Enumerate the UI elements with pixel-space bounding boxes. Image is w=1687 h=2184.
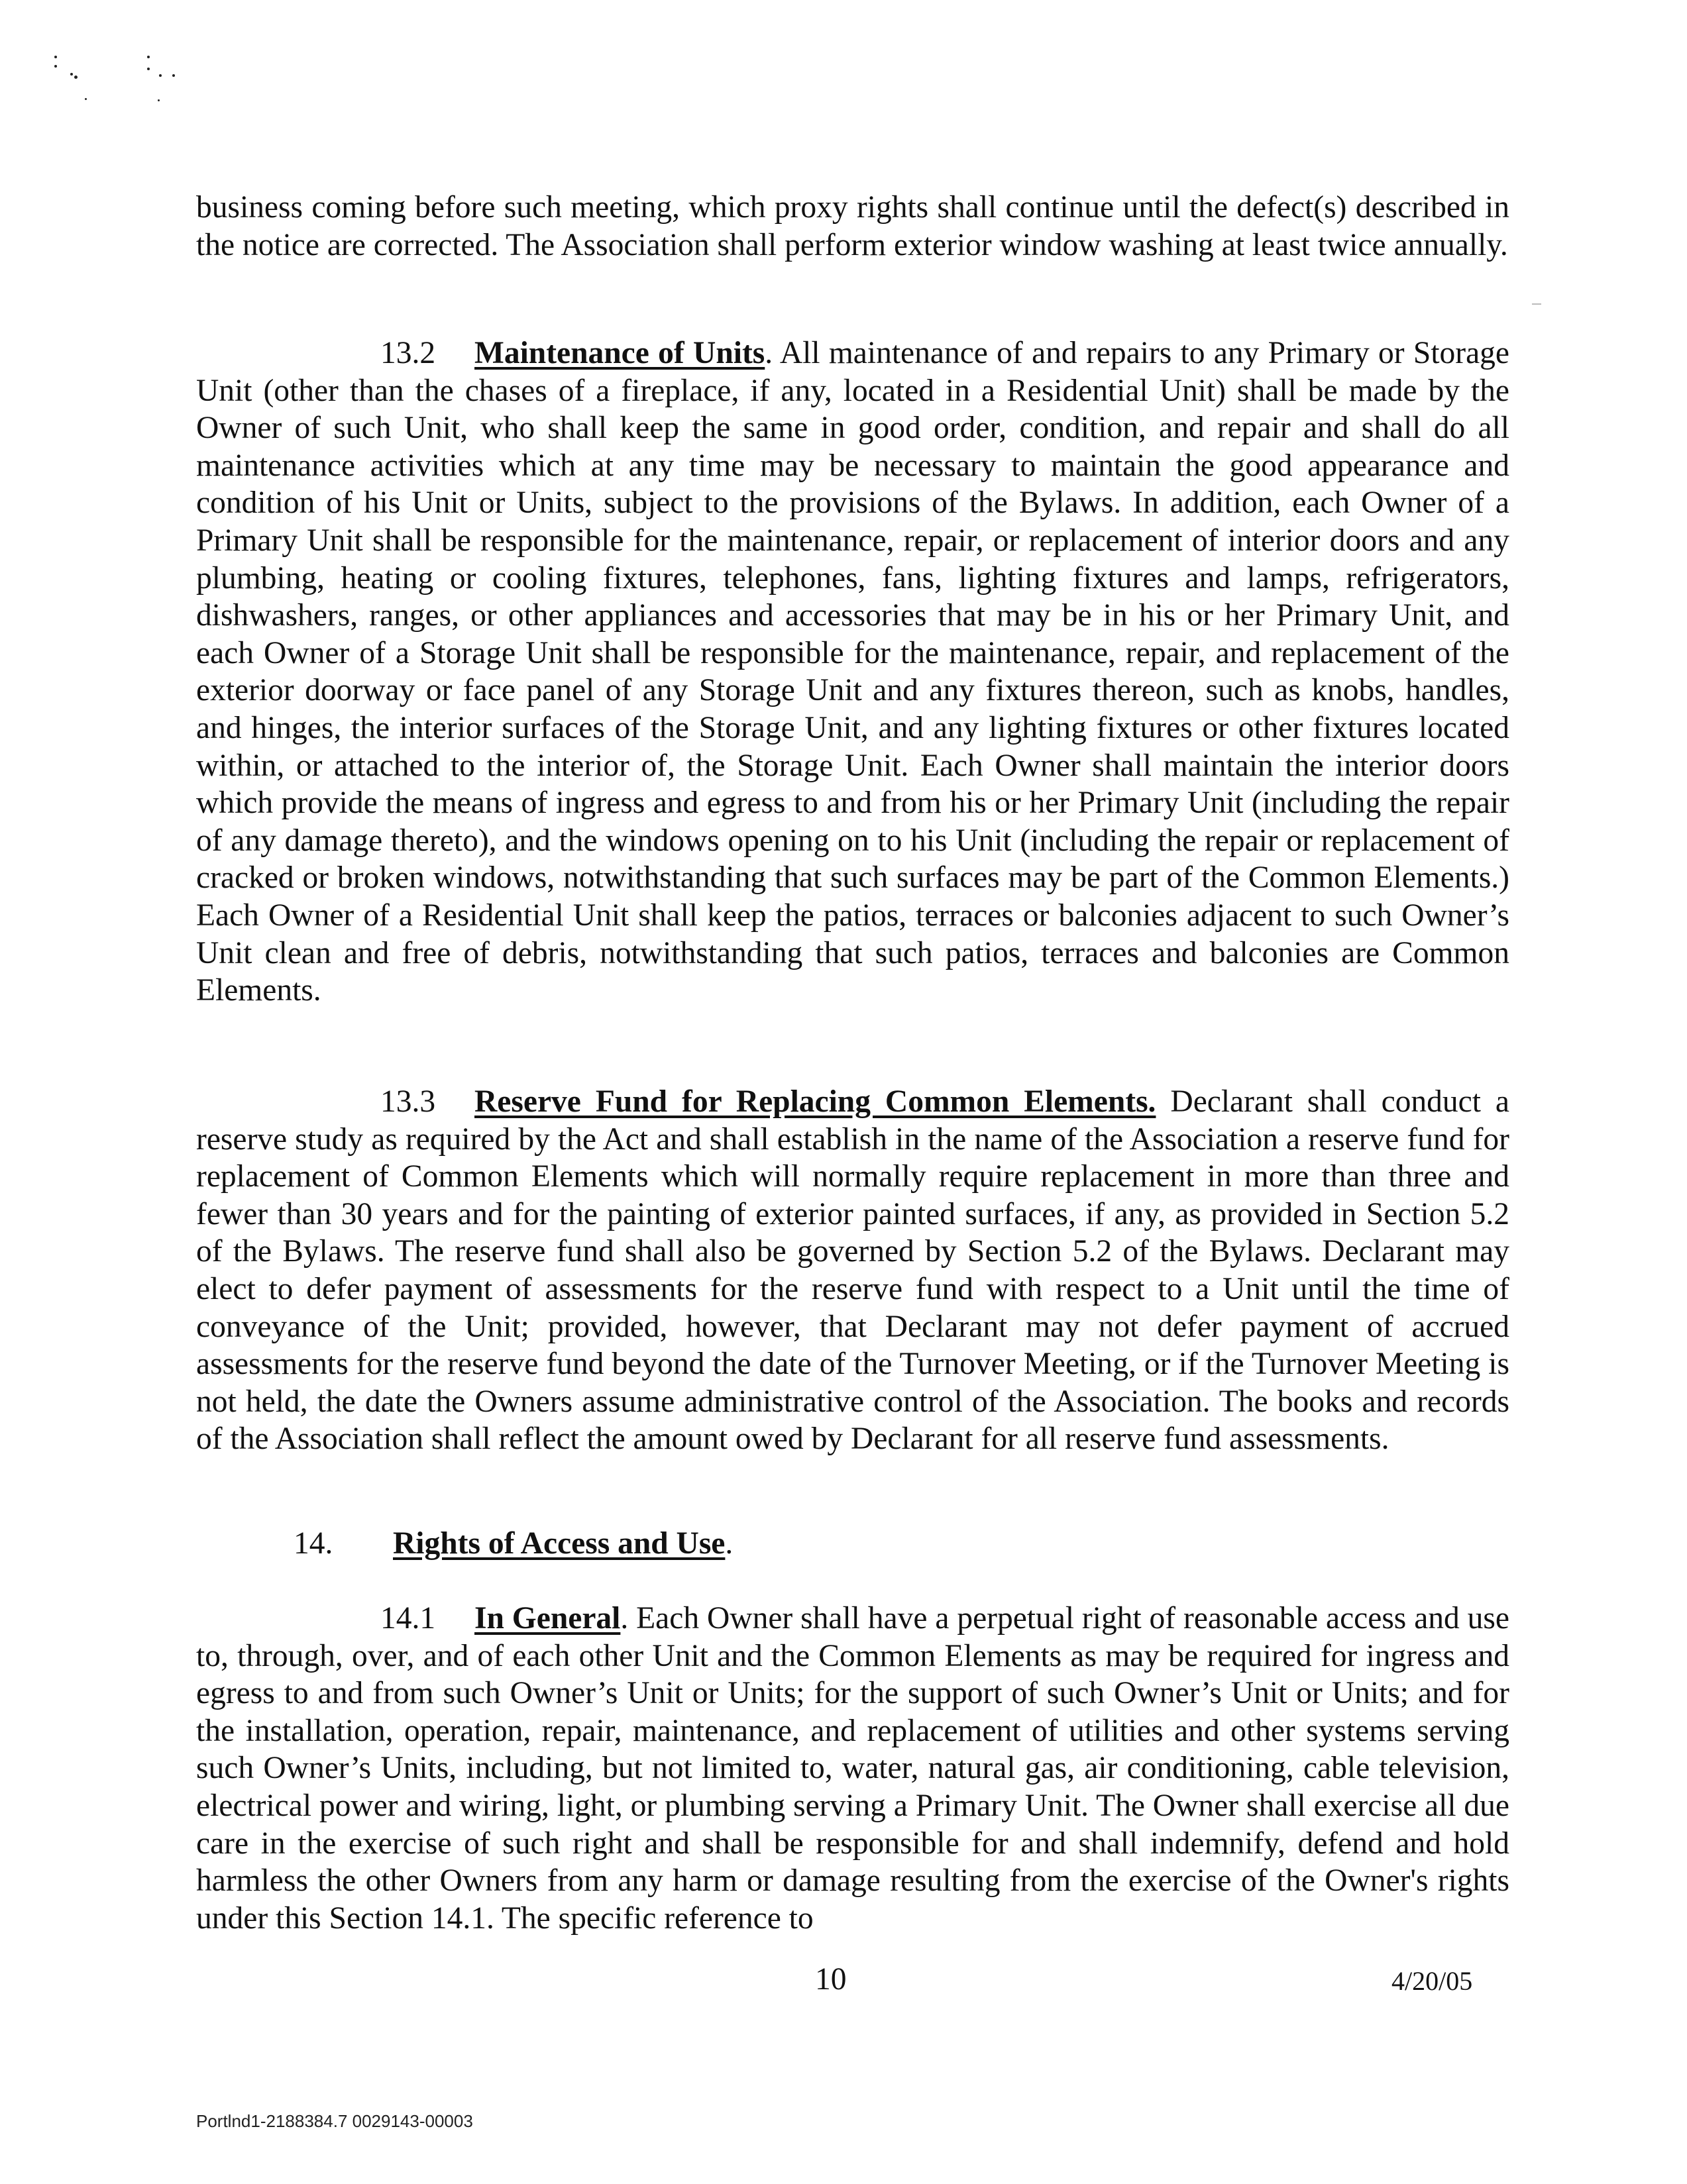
revision-date: 4/20/05: [1391, 1966, 1473, 1996]
section-number: 14.1: [380, 1601, 436, 1636]
scan-artifact-specks: [46, 46, 192, 113]
section-13-2: [196, 335, 1509, 1010]
section-heading-period: .: [725, 1526, 734, 1561]
section-number: 14.: [294, 1526, 333, 1561]
section-body: . Each Owner shall have a perpetual right of reasonable access and use to, through, over, and of each other Unit and the Common Elements as may be required for ingress and egress to and from such Owner’s Unit or Units; for the support of such Owner’s Unit or Units; and for the installation, operation, repair, maintenance, and replacement of utilities and other systems serving such Owner’s Units, including, but not limited to, water, natural gas, air conditioning, cable television, electrical power and wiring, light, or plumbing serving a Primary Unit. The Owner shall exercise all due care in the exercise of such right and shall be responsible for and shall indemnify, defend and hold harmless the other Owners from any harm or damage resulting from the exercise of the Owner's rights under this Section 14.1. The specific reference to: [196, 1601, 1510, 1936]
section-14-1: [196, 1600, 1509, 1937]
section-heading: Reserve Fund for Replacing Common Elements.: [474, 1084, 1156, 1119]
carryover-text: business coming before such meeting, which proxy rights shall continue until the defect(s) described in the notice are corrected. The Association shall perform exterior window washing at least twice annually.: [196, 190, 1509, 262]
section-number: 13.3: [380, 1084, 436, 1119]
scan-edge-mark: [1532, 303, 1541, 305]
carryover-paragraph: [196, 189, 1509, 264]
section-13-3: [196, 1083, 1509, 1458]
section-heading: In General: [474, 1601, 621, 1636]
section-heading: Rights of Access and Use: [393, 1526, 726, 1561]
page-number: 10: [815, 1962, 847, 1997]
section-body: . All maintenance of and repairs to any Primary or Storage Unit (other than the chases of a fireplace, if any, located in a Residential Unit) shall be made by the Owner of such Unit, who shall keep the same in good order, condition, and repair and shall do all maintenance activities which at any time may be necessary to maintain the good appearance and condition of his Unit or Units, subject to the provisions of the Bylaws. In addition, each Owner of a Primary Unit shall be responsible for the maintenance, repair, or replacement of interior doors and any plumbing, heating or cooling fixtures, telephones, fans, lighting fixtures and lamps, refrigerators, dishwashers, ranges, or other appliances and accessories that may be in his or her Primary Unit, and each Owner of a Storage Unit shall be responsible for the maintenance, repair, and replacement of the exterior doorway or face panel of any Storage Unit and any fixtures thereon, such as knobs, handles, and hinges, the interior surfaces of the Storage Unit, and any lighting fixtures or other fixtures located within, or attached to the interior of, the Storage Unit. Each Owner shall maintain the interior doors which provide the means of ingress and egress to and from his or her Primary Unit (including the repair of any damage thereto), and the windows opening on to his Unit (including the repair or replacement of cracked or broken windows, notwithstanding that such surfaces may be part of the Common Elements.) Each Owner of a Residential Unit shall keep the patios, terraces or balconies adjacent to such Owner’s Unit clean and free of debris, notwithstanding that such patios, terraces and balconies are Common Elements.: [196, 336, 1509, 1008]
document-id: Portlnd1-2188384.7 0029143-00003: [196, 2111, 473, 2131]
section-number: 13.2: [380, 336, 436, 370]
section-body: Declarant shall conduct a reserve study as required by the Act and shall establish in the name of the Association a reserve fund for replacement of Common Elements which will normally require replacement in more than three and fewer than 30 years and for the painting of exterior painted surfaces, if any, as provided in Section 5.2 of the Bylaws. The reserve fund shall also be governed by Section 5.2 of the Bylaws. Declarant may elect to defer payment of assessments for the reserve fund with respect to a Unit until the time of conveyance of the Unit; provided, however, that Declarant may not defer payment of accrued assessments for the reserve fund beyond the date of the Turnover Meeting, or if the Turnover Meeting is not held, the date the Owners assume administrative control of the Association. The books and records of the Association shall reflect the amount owed by Declarant for all reserve fund assessments.: [196, 1084, 1509, 1457]
section-heading: Maintenance of Units: [474, 336, 765, 370]
section-14-heading: [294, 1525, 733, 1563]
